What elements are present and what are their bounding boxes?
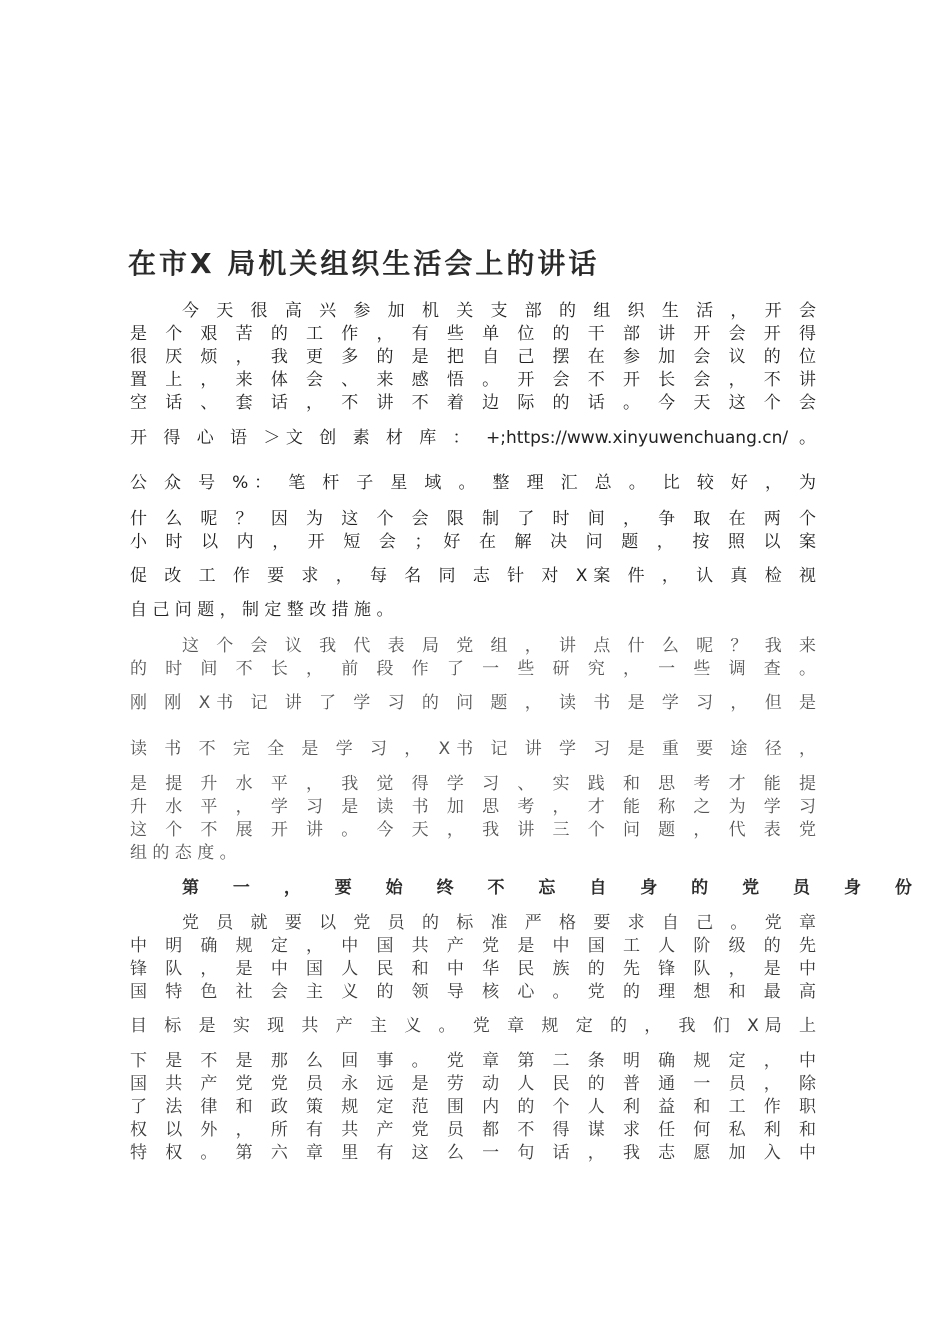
text-line: 什 么 呢 ？ 因 为 这 个 会 限 制 了 时 间 ， 争 取 在 两 个 bbox=[130, 509, 816, 529]
text-line: 是 提 升 水 平 ， 我 觉 得 学 习 、 实 践 和 思 考 才 能 提 bbox=[130, 774, 816, 794]
text-line: 国 共 产 党 党 员 永 远 是 劳 动 人 民 的 普 通 一 员 ， 除 bbox=[130, 1074, 816, 1094]
text-line: 刚 刚 X书 记 讲 了 学 习 的 问 题 ， 读 书 是 学 习 ， 但 是 bbox=[130, 693, 816, 713]
text-line: 促 改 工 作 要 求 ， 每 名 同 志 针 对 X案 件 ， 认 真 检 视 bbox=[130, 566, 816, 586]
text-line: 下 是 不 是 那 么 回 事 。 党 章 第 二 条 明 确 规 定 ， 中 bbox=[130, 1051, 816, 1071]
text-line: 很 厌 烦 ， 我 更 多 的 是 把 自 己 摆 在 参 加 会 议 的 位 bbox=[130, 347, 816, 367]
text-line: 国 特 色 社 会 主 义 的 领 导 核 心 。 党 的 理 想 和 最 高 bbox=[130, 982, 816, 1002]
text-line: 今 天 很 高 兴 参 加 机 关 支 部 的 组 织 生 活 ， 开 会 bbox=[182, 301, 816, 321]
text-line: 这 个 不 展 开 讲 。 今 天 ， 我 讲 三 个 问 题 ， 代 表 党 bbox=[130, 820, 816, 840]
text-line: 开 得 心 语 ＞文 创 素 材 库 ： +;https://www.xinyuwenchuang.cn/ 。 bbox=[130, 428, 816, 448]
document-title: 在市X 局机关组织生活会上的讲话 bbox=[128, 247, 600, 280]
text-line: 空 话 、 套 话 ， 不 讲 不 着 边 际 的 话 。 今 天 这 个 会 bbox=[130, 393, 816, 413]
text-line: 置 上 ， 来 体 会 、 来 感 悟 。 开 会 不 开 长 会 ， 不 讲 bbox=[130, 370, 816, 390]
text-line: 中 明 确 规 定 ， 中 国 共 产 党 是 中 国 工 人 阶 级 的 先 bbox=[130, 936, 816, 956]
text-line: 目 标 是 实 现 共 产 主 义 。 党 章 规 定 的 ， 我 们 X局 上 bbox=[130, 1016, 816, 1036]
text-line: 组 的 态 度 。 bbox=[130, 843, 237, 863]
text-line: 权 以 外 ， 所 有 共 产 党 员 都 不 得 谋 求 任 何 私 利 和 bbox=[130, 1120, 816, 1140]
text-line: 升 水 平 ， 学 习 是 读 书 加 思 考 ， 才 能 称 之 为 学 习 bbox=[130, 797, 816, 817]
text-line: 公 众 号 %： 笔 杆 子 星 域 。 整 理 汇 总 。 比 较 好 ， 为 bbox=[130, 473, 816, 493]
text-line: 党 员 就 要 以 党 员 的 标 准 严 格 要 求 自 己 。 党 章 bbox=[182, 913, 816, 933]
text-line: 锋 队 ， 是 中 国 人 民 和 中 华 民 族 的 先 锋 队 ， 是 中 bbox=[130, 959, 816, 979]
text-line: 这 个 会 议 我 代 表 局 党 组 ， 讲 点 什 么 呢 ？ 我 来 bbox=[182, 636, 816, 656]
text-line: 是 个 艰 苦 的 工 作 ， 有 些 单 位 的 干 部 讲 开 会 开 得 bbox=[130, 324, 816, 344]
text-line: 特 权 。 第 六 章 里 有 这 么 一 句 话 ， 我 志 愿 加 入 中 bbox=[130, 1143, 816, 1163]
text-line: 的 时 间 不 长 ， 前 段 作 了 一 些 研 究 ， 一 些 调 查 。 bbox=[130, 659, 816, 679]
text-line: 小 时 以 内 ， 开 短 会 ； 好 在 解 决 问 题 ， 按 照 以 案 bbox=[130, 532, 816, 552]
text-line: 读 书 不 完 全 是 学 习 ， X书 记 讲 学 习 是 重 要 途 径 ， bbox=[130, 739, 816, 759]
text-line: 自 己 问 题 ， 制 定 整 改 措 施 。 bbox=[130, 600, 394, 620]
section-heading: 第 一 ， 要 始 终 不 忘 自 身 的 党 员 身 份 bbox=[182, 878, 926, 898]
text-line: 了 法 律 和 政 策 规 定 范 围 内 的 个 人 利 益 和 工 作 职 bbox=[130, 1097, 816, 1117]
